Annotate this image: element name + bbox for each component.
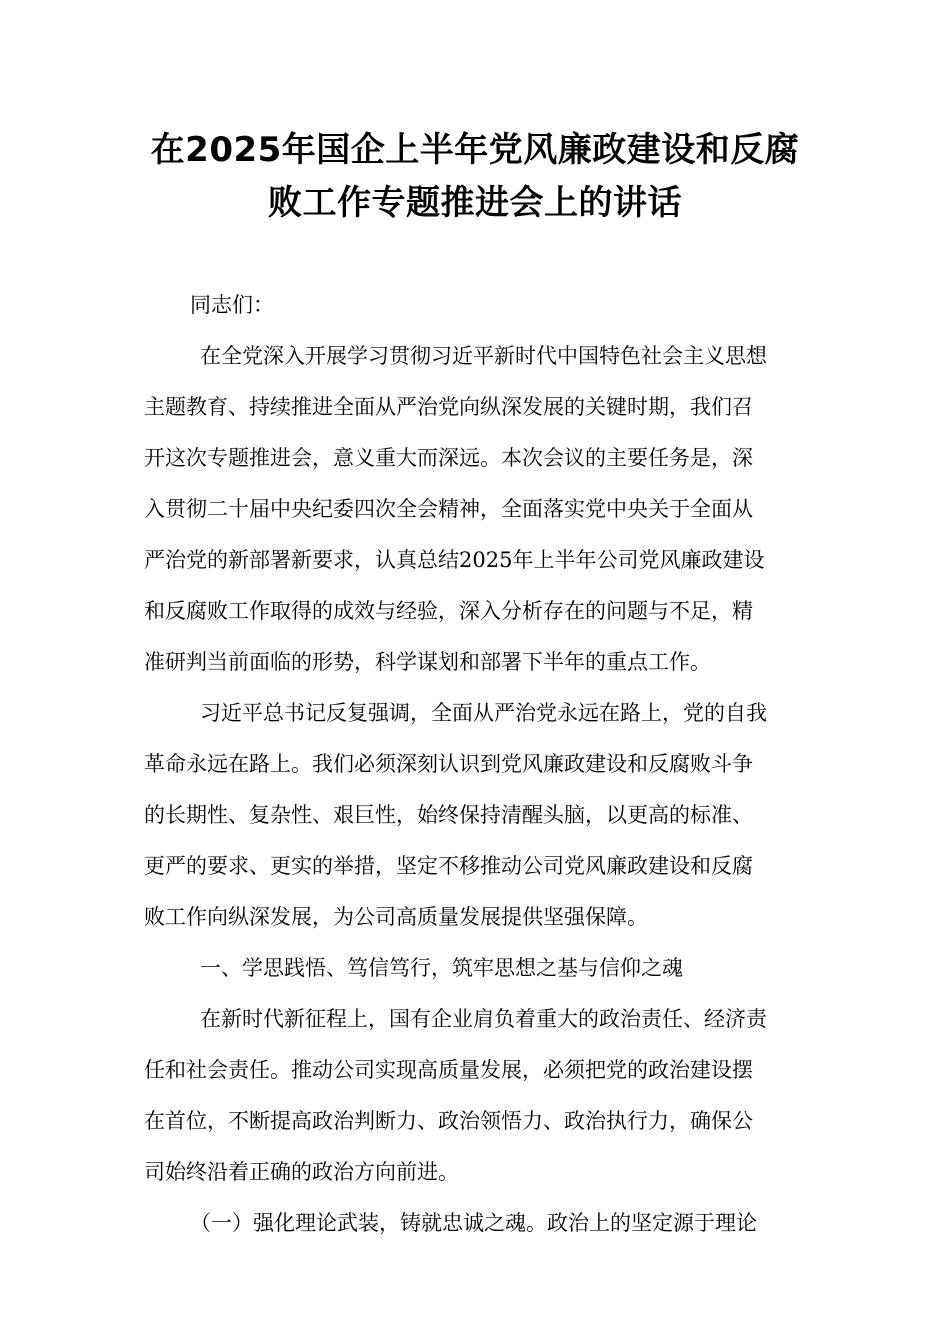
title-line: 在2025年国企上半年党风廉政建设和反腐 xyxy=(150,130,800,170)
title-line: 败工作专题推进会上的讲话 xyxy=(268,183,682,223)
document-body xyxy=(144,280,806,1249)
subsection-heading-1 xyxy=(144,1198,806,1249)
section-heading-1 xyxy=(144,943,806,994)
text-line: 在新时代新征程上，国有企业肩负着重大的政治责任、经济责 xyxy=(200,1007,767,1031)
text-line: 更严的要求、更实的举措，坚定不移推动公司党风廉政建设和反腐 xyxy=(144,854,753,878)
text-line: 准研判当前面临的形势，科学谋划和部署下半年的重点工作。 xyxy=(144,650,711,674)
text-line: 的长期性、复杂性、艰巨性，始终保持清醒头脑，以更高的标准、 xyxy=(144,803,753,827)
text-line: 习近平总书记反复强调，全面从严治党永远在路上，党的自我 xyxy=(200,701,767,725)
text-line: 在首位，不断提高政治判断力、政治领悟力、政治执行力，确保公 xyxy=(144,1109,753,1133)
text-line: 败工作向纵深发展，为公司高质量发展提供坚强保障。 xyxy=(144,905,648,929)
text-line: （一）强化理论武装，铸就忠诚之魂。政治上的坚定源于理论 xyxy=(190,1211,757,1235)
document-title xyxy=(140,124,810,230)
text-line: 一、学思践悟、笃信笃行，筑牢思想之基与信仰之魂 xyxy=(200,956,683,980)
text-line: 开这次专题推进会，意义重大而深远。本次会议的主要任务是，深 xyxy=(144,446,753,470)
text-line: 入贯彻二十届中央纪委四次全会精神，全面落实党中央关于全面从 xyxy=(144,497,753,521)
text-line: 司始终沿着正确的政治方向前进。 xyxy=(144,1160,459,1184)
paragraph-xi-quote xyxy=(144,688,806,943)
paragraph-new-era xyxy=(144,994,806,1198)
text-line: 主题教育、持续推进全面从严治党向纵深发展的关键时期，我们召 xyxy=(144,395,753,419)
salutation: 同志们： xyxy=(190,293,274,317)
text-line: 在全党深入开展学习贯彻习近平新时代中国特色社会主义思想 xyxy=(200,344,767,368)
paragraph-opening xyxy=(144,331,806,688)
text-line: 任和社会责任。推动公司实现高质量发展，必须把党的政治建设摆 xyxy=(144,1058,753,1082)
text-line: 和反腐败工作取得的成效与经验，深入分析存在的问题与不足，精 xyxy=(144,599,753,623)
text-line: 革命永远在路上。我们必须深刻认识到党风廉政建设和反腐败斗争 xyxy=(144,752,753,776)
text-line: 严治党的新部署新要求，认真总结2025年上半年公司党风廉政建设 xyxy=(144,548,765,572)
